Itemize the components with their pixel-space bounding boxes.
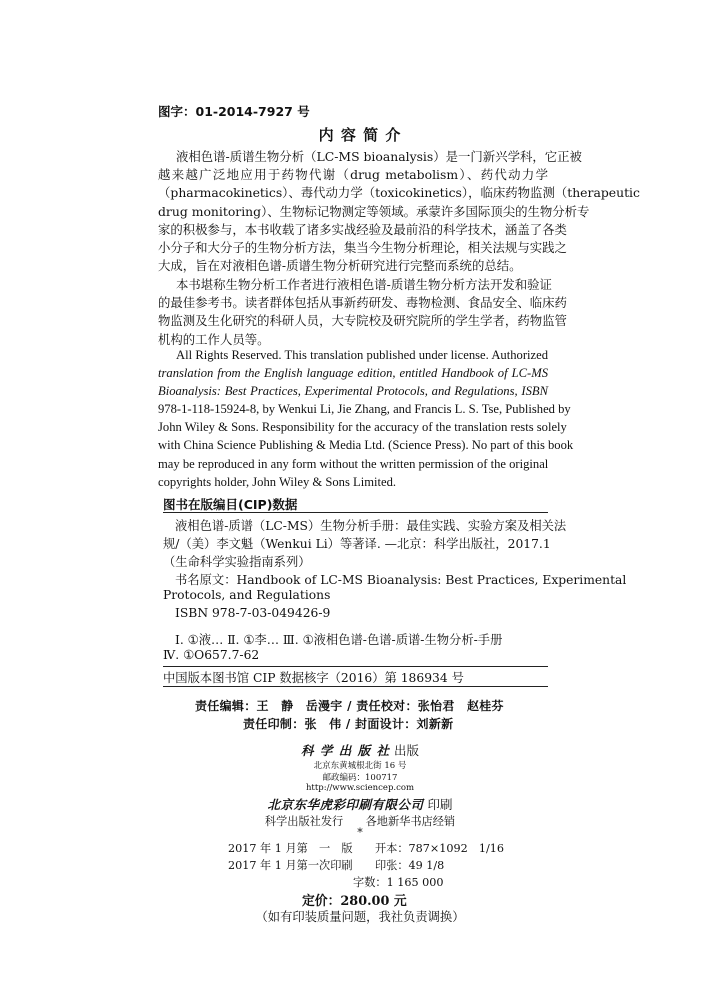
paragraph-line: 的最佳参考书。读者群体包括从事新药研发、毒物检测、食品安全、临床药	[158, 295, 567, 311]
paragraph-line: 小分子和大分子的生物分析方法，集当今生物分析理论，相关法规与实践之	[158, 240, 567, 256]
price: 定价：280.00 元	[302, 894, 407, 909]
summary-title: 内 容 简 介	[318, 126, 402, 144]
paragraph-line: 机构的工作人员等。	[158, 331, 270, 347]
edition-line: 2017 年 1 月第 一 版 开本：787×1092 1/16	[228, 842, 505, 855]
publisher-suffix: 出版	[393, 743, 419, 758]
printer-suffix: 印刷	[427, 797, 453, 812]
paragraph-line: 大成，旨在对液相色谱-质谱生物分析研究进行完整而系统的总结。	[158, 258, 522, 274]
separator-star: *	[357, 826, 363, 839]
cip-top-rule	[163, 512, 548, 513]
production-credits: 责任印制：张 伟 / 封面设计：刘新新	[243, 717, 454, 731]
printing-line: 2017 年 1 月第一次印刷 印张：49 1/8	[228, 859, 445, 872]
cip-entry-line-1: 液相色谱-质谱（LC-MS）生物分析手册：最佳实践、实验方案及相关法	[175, 519, 567, 533]
paragraph-line: 物监测及生化研究的科研人员，大专院校及研究院所的学生学者，药物监管	[158, 313, 567, 329]
printer-name: 北京东华虎彩印刷有限公司	[267, 797, 424, 812]
license-paragraph	[158, 346, 574, 491]
cip-subjects-line-1: Ⅰ. ①液… Ⅱ. ①李… Ⅲ. ①液相色谱-色谱-质谱-生物分析-手册	[175, 633, 503, 647]
publisher-name: 科 学 出 版 社	[301, 743, 390, 758]
cip-series: （生命科学实验指南系列）	[163, 555, 311, 569]
paragraph-line: drug monitoring）、生物标记物测定等领域。承蒙许多国际顶尖的生物分析专	[158, 203, 590, 219]
publisher-website: http://www.sciencep.com	[305, 783, 415, 793]
license-line: Bioanalysis: Best Practices, Experimental Protocols, and Regulations, ISBN	[158, 384, 548, 399]
paragraph-line: 本书堪称生物分析工作者进行液相色谱-质谱生物分析方法开发和验证	[176, 277, 552, 292]
license-line: 978-1-118-15924-8, by Wenkui Li, Jie Zhang, and Francis L. S. Tse, Published by	[158, 402, 571, 417]
paragraph-line: 家的积极参与，本书收载了诸多实战经验及最前沿的科学技术，涵盖了各类	[158, 221, 567, 237]
cip-middle-rule	[163, 666, 548, 667]
cip-original-title-line-1: 书名原文：Handbook of LC-MS Bioanalysis: Best Practices, Experimental	[175, 573, 627, 587]
publisher-address: 北京东黄城根北街 16 号	[313, 761, 407, 771]
license-line: with China Science Publishing & Media Ltd. (Science Press). No part of this book	[158, 438, 574, 453]
cip-number: 中国版本图书馆 CIP 数据核字（2016）第 186934 号	[163, 671, 464, 685]
paragraph-line: 液相色谱-质谱生物分析（LC-MS bioanalysis）是一门新兴学科，它正被	[176, 149, 582, 164]
paragraph-line: （pharmacokinetics）、毒代动力学（toxicokinetics），临床药物监测（therapeutic	[158, 185, 640, 201]
cip-bottom-rule	[163, 686, 548, 687]
quality-note: （如有印装质量问题，我社负责调换）	[255, 910, 465, 924]
license-line: may be reproduced in any form without the written permission of the original	[158, 456, 549, 471]
paragraph-line: 越来越广泛地应用于药物代谢（drug metabolism）、药代动力学	[158, 167, 548, 183]
publisher-line	[0, 741, 720, 759]
publisher-postcode: 邮政编码：100717	[322, 773, 398, 783]
printer-line	[0, 795, 720, 813]
editor-credits: 责任编辑：王 静 岳漫宇 / 责任校对：张怡君 赵桂芬	[195, 699, 504, 713]
distribution-line: 科学出版社发行 各地新华书店经销	[264, 815, 456, 828]
cip-isbn: ISBN 978-7-03-049426-9	[175, 606, 331, 620]
cip-subjects-line-2: Ⅳ. ①O657.7-62	[163, 648, 260, 662]
word-count: 字数：1 165 000	[353, 876, 444, 889]
license-line: translation from the English language edition, entitled Handbook of LC-MS	[158, 366, 548, 381]
cip-entry-line-2: 规/（美）李文魁（Wenkui Li）等著译. —北京：科学出版社，2017.1	[163, 537, 551, 551]
cip-original-title-line-2: Protocols, and Regulations	[163, 588, 331, 602]
summary-paragraph-2	[158, 276, 567, 349]
license-line: John Wiley & Sons. Responsibility for the accuracy of the translation rests solely	[158, 420, 567, 435]
copyright-contract-number: 图字：01-2014-7927 号	[158, 104, 310, 119]
license-line: All Rights Reserved. This translation published under license. Authorized	[176, 348, 548, 362]
summary-paragraph-1	[158, 148, 640, 275]
cip-heading: 图书在版编目(CIP)数据	[163, 497, 298, 512]
license-line: copyrights holder, John Wiley & Sons Limited.	[158, 474, 397, 489]
